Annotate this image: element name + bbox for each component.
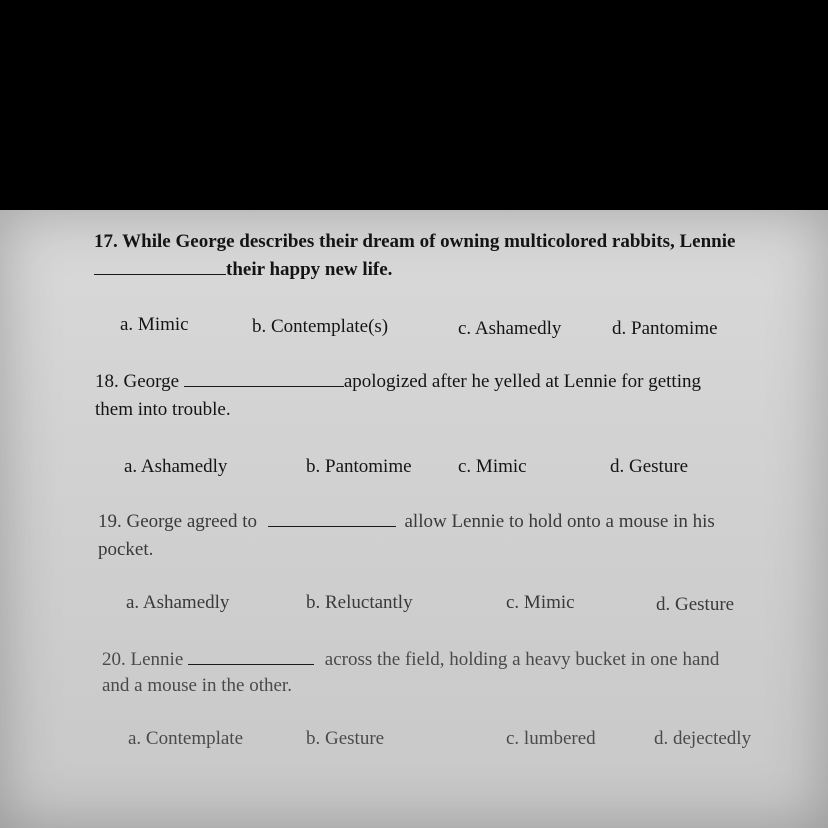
question-19-line-2: pocket. xyxy=(98,539,154,560)
question-17-number: 17. xyxy=(94,231,118,252)
q18-option-a[interactable]: a. Ashamedly xyxy=(124,456,228,477)
question-20-text: Lennie xyxy=(130,649,184,670)
question-17-text-2: their happy new life. xyxy=(226,259,393,280)
q19-option-b[interactable]: b. Reluctantly xyxy=(306,592,413,613)
q19-option-a[interactable]: a. Ashamedly xyxy=(126,592,230,613)
question-18-text-after: apologized after he yelled at Lennie for getting xyxy=(343,371,701,392)
answer-blank-18[interactable] xyxy=(184,368,344,387)
q17-option-a[interactable]: a. Mimic xyxy=(120,314,189,335)
q20-option-a[interactable]: a. Contemplate xyxy=(128,728,244,749)
question-17-text: While George describes their dream of owning multicolored rabbits, Lennie xyxy=(122,231,736,252)
q17-option-b[interactable]: b. Contemplate(s) xyxy=(252,316,389,337)
question-18-line-1 xyxy=(95,368,701,396)
question-17-line-1 xyxy=(94,228,735,256)
question-20-line-1 xyxy=(102,646,719,674)
answer-blank-17[interactable] xyxy=(94,256,226,275)
q17-option-c[interactable]: c. Ashamedly xyxy=(458,318,562,339)
question-19-number: 19. xyxy=(98,511,122,532)
worksheet-page xyxy=(0,210,828,828)
q19-option-d[interactable]: d. Gesture xyxy=(656,594,735,615)
q18-option-d[interactable]: d. Gesture xyxy=(610,456,689,477)
question-18-text: George xyxy=(123,371,180,392)
question-19-line-1 xyxy=(98,508,715,536)
question-18-number: 18. xyxy=(95,371,119,392)
question-18-line-2: them into trouble. xyxy=(95,399,231,420)
q18-option-b[interactable]: b. Pantomime xyxy=(306,456,412,477)
q20-option-d[interactable]: d. dejectedly xyxy=(654,728,752,749)
question-20-number: 20. xyxy=(102,649,126,670)
question-19-text: George agreed to xyxy=(126,511,257,532)
q20-option-b[interactable]: b. Gesture xyxy=(306,728,385,749)
q17-option-d[interactable]: d. Pantomime xyxy=(612,318,718,339)
question-19-text-after: allow Lennie to hold onto a mouse in his xyxy=(404,511,715,532)
question-20-line-2: and a mouse in the other. xyxy=(102,675,292,696)
question-17-line-2 xyxy=(94,256,392,284)
question-20-text-after: across the field, holding a heavy bucket in one hand xyxy=(324,649,720,670)
q19-option-c[interactable]: c. Mimic xyxy=(506,592,575,613)
q20-option-c[interactable]: c. lumbered xyxy=(506,728,596,749)
answer-blank-19[interactable] xyxy=(268,508,396,527)
answer-blank-20[interactable] xyxy=(188,646,314,665)
q18-option-c[interactable]: c. Mimic xyxy=(458,456,527,477)
